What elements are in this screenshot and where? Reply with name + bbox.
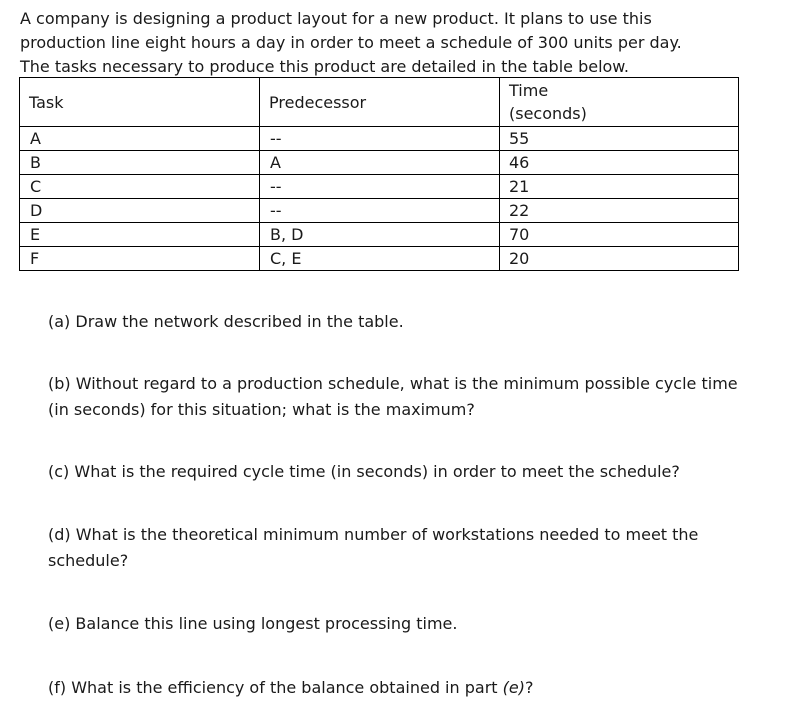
table-row bbox=[20, 151, 739, 175]
question-c-text: (c) What is the required cycle time (in seconds) in order to meet the schedule? bbox=[48, 462, 680, 481]
question-d bbox=[48, 522, 738, 574]
table-row bbox=[20, 175, 739, 199]
cell-predecessor: C, E bbox=[260, 247, 500, 271]
question-b-line2: (in seconds) for this situation; what is the maximum? bbox=[48, 400, 475, 419]
cell-task: C bbox=[20, 175, 260, 199]
question-d-line2: schedule? bbox=[48, 551, 129, 570]
table-row bbox=[20, 247, 739, 271]
question-d-line1: (d) What is the theoretical minimum number of workstations needed to meet the bbox=[48, 525, 699, 544]
cell-task: B bbox=[20, 151, 260, 175]
question-f bbox=[48, 675, 738, 701]
header-time bbox=[500, 78, 739, 127]
question-e-text: (e) Balance this line using longest processing time. bbox=[48, 614, 458, 633]
question-a bbox=[48, 309, 738, 335]
question-f-prefix: (f) What is the efficiency of the balance obtained in part bbox=[48, 678, 503, 697]
cell-time: 55 bbox=[500, 127, 739, 151]
question-b bbox=[48, 371, 738, 423]
cell-task: A bbox=[20, 127, 260, 151]
header-time-line2: (seconds) bbox=[509, 104, 587, 123]
cell-predecessor: A bbox=[260, 151, 500, 175]
question-f-text bbox=[48, 675, 738, 701]
intro-line-3: The tasks necessary to produce this product are detailed in the table below. bbox=[20, 57, 630, 76]
cell-time: 46 bbox=[500, 151, 739, 175]
question-f-suffix: ? bbox=[524, 678, 534, 697]
cell-task: D bbox=[20, 199, 260, 223]
cell-time: 22 bbox=[500, 199, 739, 223]
cell-time: 21 bbox=[500, 175, 739, 199]
table-row bbox=[20, 199, 739, 223]
table-header-row bbox=[20, 78, 739, 127]
question-b-line1: (b) Without regard to a production schedule, what is the minimum possible cycle time bbox=[48, 374, 738, 393]
problem-intro bbox=[20, 7, 720, 79]
cell-predecessor: -- bbox=[260, 199, 500, 223]
table-row bbox=[20, 127, 739, 151]
header-task: Task bbox=[20, 78, 260, 127]
cell-task: E bbox=[20, 223, 260, 247]
question-f-part-ref: (e) bbox=[502, 678, 525, 697]
question-c bbox=[48, 459, 738, 485]
task-table bbox=[19, 77, 739, 271]
question-e bbox=[48, 611, 738, 637]
cell-time: 70 bbox=[500, 223, 739, 247]
intro-line-2: production line eight hours a day in order to meet a schedule of 300 units per day. bbox=[20, 33, 682, 52]
table-row bbox=[20, 223, 739, 247]
question-a-text: (a) Draw the network described in the table. bbox=[48, 312, 404, 331]
cell-predecessor: -- bbox=[260, 175, 500, 199]
cell-task: F bbox=[20, 247, 260, 271]
header-time-line1: Time bbox=[509, 81, 549, 100]
cell-predecessor: B, D bbox=[260, 223, 500, 247]
header-predecessor: Predecessor bbox=[260, 78, 500, 127]
cell-time: 20 bbox=[500, 247, 739, 271]
cell-predecessor: -- bbox=[260, 127, 500, 151]
intro-line-1: A company is designing a product layout for a new product. It plans to use this bbox=[20, 9, 652, 28]
